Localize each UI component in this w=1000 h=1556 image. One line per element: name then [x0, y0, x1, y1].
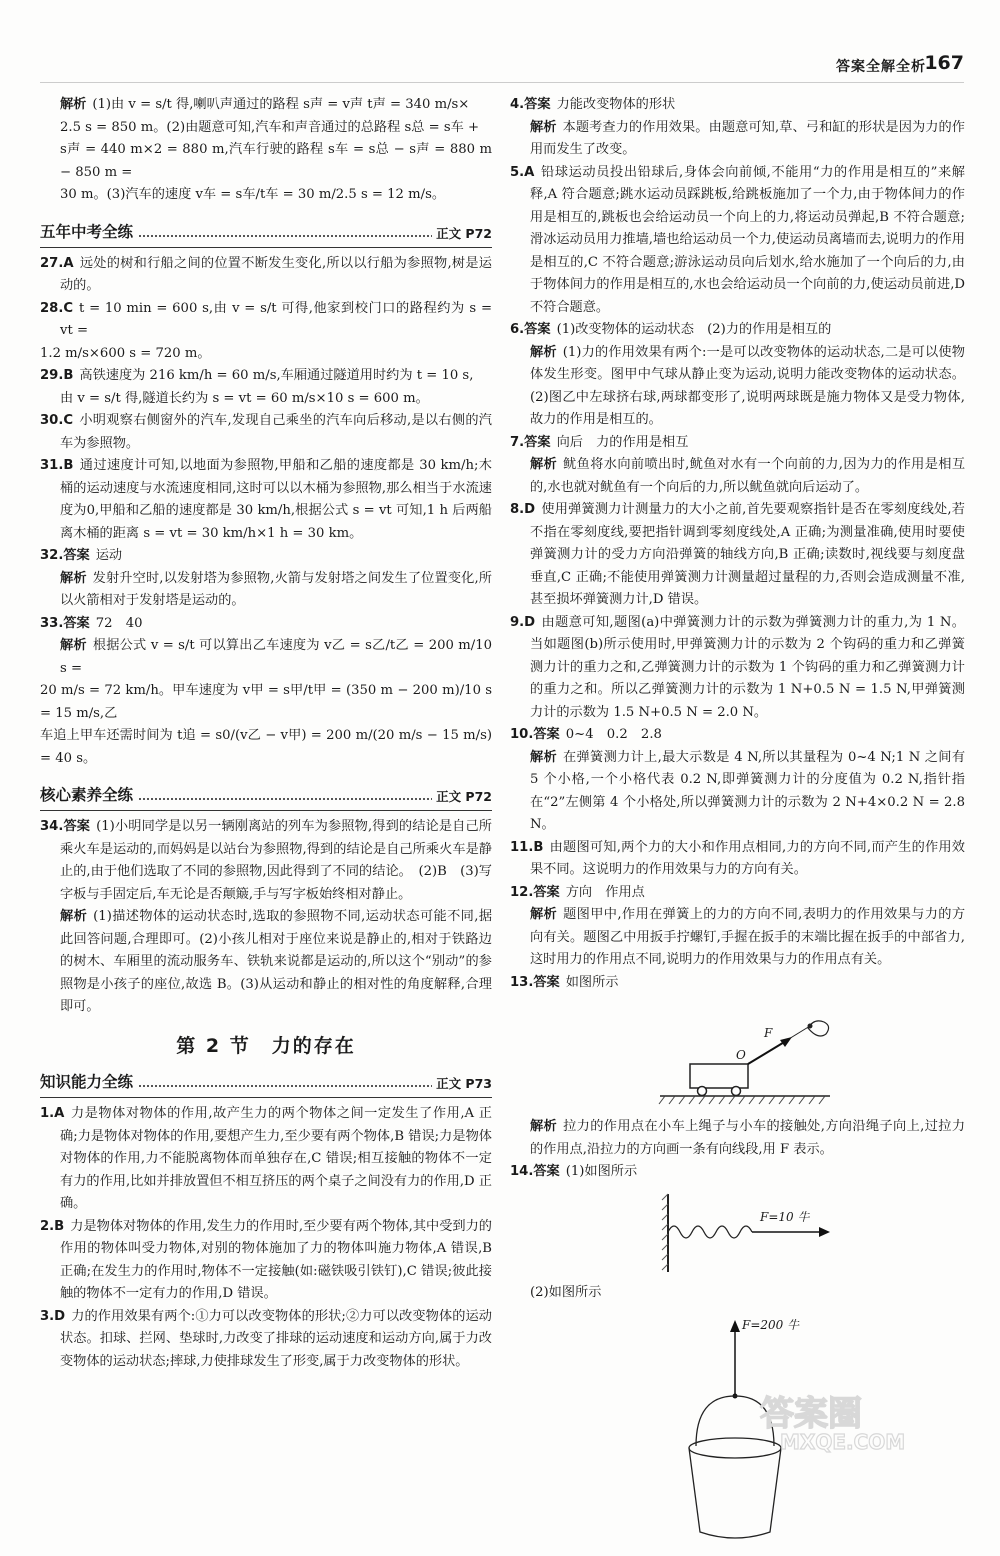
question-33: 33.答案 72 40 [40, 615, 143, 631]
section-heading-hexin: 核心素养全练 正文 P72 [40, 782, 492, 810]
section-heading-zhongkao: 五年中考全练 正文 P72 [40, 219, 492, 247]
question-6-analysis: 解析 (1)力的作用效果有两个:一是可以改变物体的运动状态,二是可以使物体发生形变。图甲中气球从静止变为运动,说明力能改变物体的运动状态。(2)图乙中左球挤右球,两球都变形了,说明两球既是施力物体又是受力物体,故力的作用是相互的。 [530, 344, 965, 427]
question-7: 7.答案 向后 力的作用是相互 [510, 434, 689, 450]
question-4: 4.答案 力能改变物体的形状 [510, 97, 676, 112]
section-heading-zhishi: 知识能力全练 正文 P73 [40, 1069, 492, 1097]
question-32: 32.答案 运动 [40, 548, 123, 563]
page-header [0, 52, 1000, 92]
force-f-label: F [764, 1026, 773, 1040]
question-28: 28.C t = 10 min = 600 s,由 v = s/t 可得,他家到校门口的路程约为 s = vt = [40, 300, 492, 338]
question-32-analysis: 解析 发射升空时,以发射塔为参照物,火箭与发射塔之间发生了位置变化,所以火箭相对于发射塔是运动的。 [60, 570, 492, 608]
question-31: 31.B 通过速度计可知,以地面为参照物,甲船和乙船的速度都是 30 km/h;木桶的运动速度与水流速度相同,这时可以以木桶为参照物,那么相当于水流速度为0,甲船和乙船的速度都是 30 km/h,根据公式 s = vt 可知,1 h 后两船离木桶的距离 s = vt = 30 km/h×1 h = 30 km。 [40, 458, 492, 541]
question-5: 5.A 铅球运动员投出铅球后,身体会向前倾,不能用“力的作用是相互的”来解释,A 符合题意;跳水运动员踩跳板,给跳板施加了一个力,由于物体间力的作用是相互的,跳板也会给运动员一个向上的力,将运动员弹起,B 不符合题意;滑冰运动员用力推墙,墙也给运动员一个力,使运动员离墙而去,说明力的作用是相互的,C 不符合题意;游泳运动员向后划水,给水施加了一个向后的力,由于物体间力的作用是相互的,水也会给运动员一个向前的力,使运动员前进,D 不符合题意。 [510, 164, 965, 315]
question-10-analysis: 解析 在弹簧测力计上,最大示数是 4 N,所以其量程为 0~4 N;1 N 之间有 5 个小格,一个小格代表 0.2 N,即弹簧测力计的分度值为 0.2 N,指针指在“2”左侧第 4 个小格处,所以弹簧测力计的示数为 2 N+4×0.2 N = 2.8 N。 [530, 749, 966, 832]
cart-body [690, 1064, 748, 1088]
question-4-analysis: 解析 本题考查力的作用效果。由题意可知,草、弓和缸的形状是因为力的作用而发生了改变。 [530, 119, 965, 157]
question-34-analysis: 解析 (1)描述物体的运动状态时,选取的参照物不同,运动状态可能不同,据此回答问题,合理即可。(2)小孩儿相对于座位来说是静止的,相对于铁路边的树木、车厢里的流动服务车、铁轨来说都是运动的,所以这个“别动”的参照物是小孩子的座位,故选 B。(3)从运动和静止的相对性的角度解释,合理即可。 [60, 909, 493, 1014]
point-o-label: O [736, 1048, 746, 1062]
intro-line1: (1)由 v = s/t 得,喇叭声通过的路程 s声 = v声 t声 = 340 m/s× [92, 97, 470, 112]
question-30: 30.C 小明观察右侧窗外的汽车,发现自己乘坐的汽车向后移动,是以右侧的汽车为参照物。 [40, 413, 492, 451]
question-27: 27.A 远处的树和行船之间的位置不断发生变化,所以以行船为参照物,树是运动的。 [40, 255, 492, 293]
bucket-force-label: F=200 牛 [742, 1318, 800, 1332]
question-29: 29.B 高铁速度为 216 km/h = 60 m/s,车厢通过隧道用时约为 t = 10 s, [40, 368, 474, 383]
intro-line3: s声 = 440 m×2 = 880 m,汽车行驶的路程 s车 = s总 − s声 = 880 m − 850 m = [60, 142, 492, 180]
cart-wheel-right [732, 1087, 741, 1096]
question-8: 8.D 使用弹簧测力计测量力的大小之前,首先要观察指针是否在零刻度线处,若不指在零刻度线,要把指针调到零刻度线处,A 正确;为测量准确,使用时要使弹簧测力计的受力方向沿弹簧的轴线方向,B 正确;读数时,视线要与刻度盘垂直,C 正确;不能使用弹簧测力计测量超过量程的力,否则会造成测量不准,甚至损坏弹簧测力计,D 错误。 [510, 502, 965, 607]
question-3: 3.D 力的作用效果有两个:①力可以改变物体的形状;②力可以改变物体的运动状态。扣球、拦网、垫球时,力改变了排球的运动速度和运动方向,属于力改变物体的运动状态;摔球,力使排球发生了形变,属于力改变物体的形状。 [40, 1308, 492, 1369]
question-33-analysis-3: 车追上甲车还需时间为 t追 = s0/(v乙 − v甲) = 200 m/(20 m/s − 15 m/s) = 40 s。 [40, 728, 492, 766]
question-14: 14.答案 (1)如图所示 [510, 1164, 638, 1179]
spring-force-label: F=10 牛 [760, 1209, 810, 1224]
header-title: 答案全解全析 [836, 59, 926, 75]
hand-icon [808, 1021, 829, 1036]
watermark [750, 1385, 960, 1455]
cart-figure [510, 1000, 965, 1110]
question-12-analysis: 解析 题图甲中,作用在弹簧上的力的方向不同,表明力的作用效果与力的方向有关。题图乙中用扳手拧螺钉,手握在扳手的末端比握在扳手的中部省力,这时用力的作用点不同,说明力的作用效果与力的作用点有关。 [530, 907, 966, 967]
left-column [40, 94, 492, 1373]
question-10: 10.答案 0~4 0.2 2.8 [510, 727, 662, 742]
chapter-title: 第 2 节 力的存在 [176, 1034, 356, 1057]
spring-force-arrowhead [819, 1227, 830, 1237]
force-arrowhead [780, 1037, 792, 1047]
question-33-analysis-2: 20 m/s = 72 km/h。甲车速度为 v甲 = s甲/t甲 = (350 m − 200 m)/10 s = 15 m/s,乙 [40, 683, 492, 721]
question-33-analysis-1: 解析 根据公式 v = s/t 可以算出乙车速度为 v乙 = s乙/t乙 = 200 m/10 s = [60, 638, 492, 676]
question-13-analysis: 解析 拉力的作用点在小车上绳子与小车的接触处,方向沿绳子向上,过拉力的作用点,沿拉力的方向画一条有向线段,用 F 表示。 [530, 1119, 966, 1157]
question-34: 34.答案 (1)小明同学是以另一辆刚离站的列车为参照物,得到的结论是自己所乘火车是运动的,而妈妈是以站台为参照物,得到的结论是自己所乘火车是静止的,由于他们选取了不同的参照物,因此得到了不同的结论。 (2)B (3)写字板与手固定后,车无论是否颠簸,手与写字板始终相对静止。 [40, 819, 492, 902]
intro-line2: 2.5 s = 850 m。(2)由题意可知,汽车和声音通过的总路程 s总 = s车 + [60, 119, 480, 135]
page-number: 167 [924, 52, 964, 74]
question-9: 9.D 由题意可知,题图(a)中弹簧测力计的示数为弹簧测力计的重力,为 1 N。当如题图(b)所示使用时,甲弹簧测力计的示数为 2 个钩码的重力和乙弹簧测力计的重力之和,乙弹簧测力计的示数为 1 个钩码的重力和乙弹簧测力计的重力之和。所以乙弹簧测力计的示数为 1 N+0.5 N = 1.5 N,甲弹簧测力计的示数为 1.5 N+0.5 N = 2.0 N。 [510, 614, 965, 720]
spring-coil [668, 1226, 752, 1238]
question-7-analysis: 解析 鱿鱼将水向前喷出时,鱿鱼对水有一个向前的力,因为力的作用是相互的,水也就对鱿鱼有一个向后的力,所以鱿鱼就向后运动了。 [530, 457, 966, 495]
question-13: 13.答案 如图所示 [510, 974, 619, 990]
header-rule [40, 82, 964, 83]
cart-wheel-left [698, 1087, 707, 1096]
question-29-cont: 由 v = s/t 得,隧道长约为 s = vt = 60 m/s×10 s = 600 m。 [60, 390, 429, 406]
intro-analysis: 解析 (1)由 v = s/t 得,喇叭声通过的路程 s声 = v声 t声 = 340 m/s× 2.5 s = 850 m。(2)由题意可知,汽车和声音通过的总路程 s总 = s车 + s声 = 440 m×2 = 880 m,汽车行驶的路程 s车 = s总 − s声 = 880 m − 850 m = 30 m。(3)汽车的速度 v车 = s车/t车 = 30 m/2.5 s = 12 m/s。 [40, 94, 492, 207]
spring-figure [510, 1190, 965, 1276]
question-6: 6.答案 (1)改变物体的运动状态 (2)力的作用是相互的 [510, 322, 832, 337]
bucket-body [689, 1448, 781, 1538]
question-28-cont: 1.2 m/s×600 s = 720 m。 [40, 345, 211, 361]
question-12: 12.答案 方向 作用点 [510, 884, 645, 900]
question-2: 2.B 力是物体对物体的作用,发生力的作用时,至少要有两个物体,其中受到力的作用的物体叫受力物体,对别的物体施加了力的物体叫施力物体,A 错误,B 正确;在发生力的作用时,物体不一定接触(如:磁铁吸引铁钉),C 错误;彼此接触的物体不一定有力的作用,D 错误。 [40, 1218, 492, 1301]
question-1: 1.A 力是物体对物体的作用,故产生力的两个物体之间一定发生了作用,A 正确;力是物体对物体的作用,要想产生力,至少要有两个物体,B 错误;力是物体对物体的作用,力不能脱离物体而单独存在,C 错误;相互接触的物体不一定有力的作用,比如并排放置但不相互挤压的两个桌子之间没有力的作用,D 正确。 [40, 1106, 492, 1211]
watermark-url: MXQE.COM [780, 1430, 906, 1454]
question-11: 11.B 由题图可知,两个力的大小和作用点相同,力的方向不同,而产生的作用效果不同。这说明力的作用效果与力的方向有关。 [510, 839, 965, 877]
right-column [510, 94, 965, 1556]
watermark-text: 答案圈 [760, 1394, 862, 1434]
bucket-force-arrowhead [730, 1320, 740, 1332]
question-14-part2: (2)如图所示 [530, 1284, 602, 1300]
intro-line4: 30 m。(3)汽车的速度 v车 = s车/t车 = 30 m/2.5 s = 12 m/s。 [60, 187, 446, 202]
